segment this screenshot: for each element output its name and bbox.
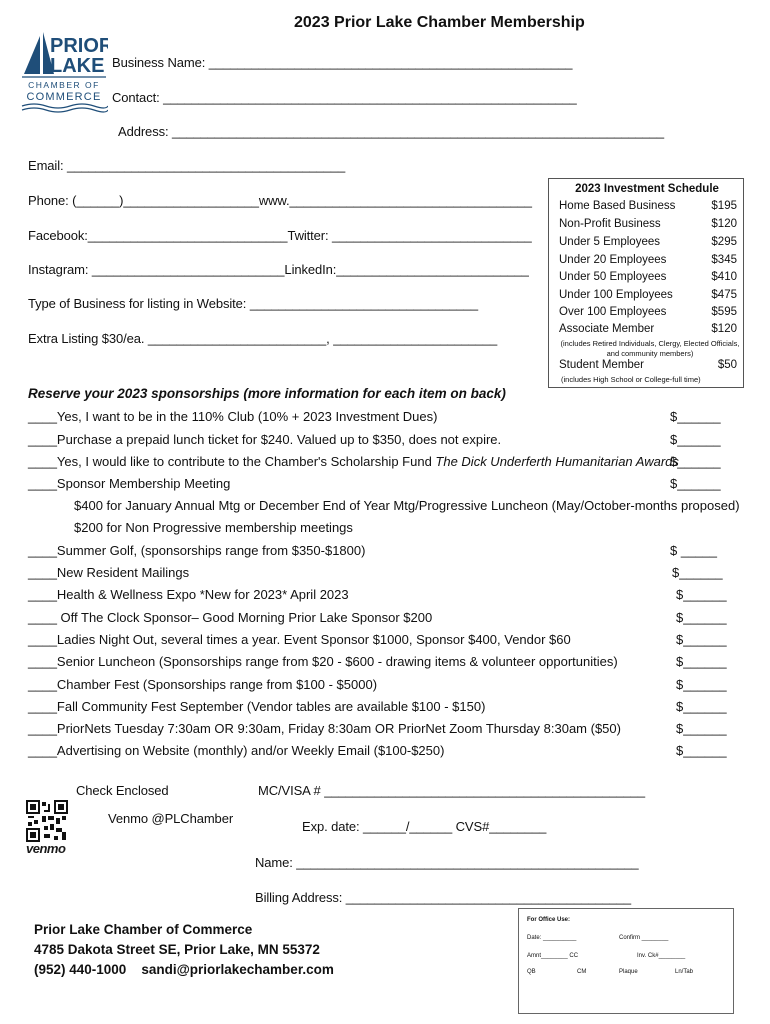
sponsorship-item[interactable]: ____Health & Wellness Expo *New for 2023* April 2023 bbox=[28, 587, 349, 602]
sponsorship-item[interactable]: ____Yes, I want to be in the 110% Club (10% + 2023 Investment Dues) bbox=[28, 409, 438, 424]
schedule-row: Under 20 Employees $345 bbox=[559, 254, 737, 266]
schedule-row: Non-Profit Business $120 bbox=[559, 218, 737, 230]
facebook-field[interactable]: Facebook:____________________________Twitter: ____________________________ bbox=[28, 228, 532, 243]
sponsorship-item[interactable]: ____Purchase a prepaid lunch ticket for $240. Valued up to $350, does not expire. bbox=[28, 432, 502, 447]
phone-field[interactable]: Phone: (______)___________________www.__________________________________ bbox=[28, 193, 532, 208]
address-field[interactable]: Address: _____________________________________________________________________ bbox=[118, 124, 664, 139]
contact-field[interactable]: Contact: __________________________________________________________ bbox=[112, 90, 577, 105]
sponsorship-item[interactable]: ____ Off The Clock Sponsor– Good Morning Prior Lake Sponsor $200 bbox=[28, 610, 433, 625]
sponsorship-heading: Reserve your 2023 sponsorships (more information for each item on back) bbox=[28, 386, 506, 401]
schedule-row: Home Based Business $195 bbox=[559, 200, 737, 212]
amount-blank[interactable]: $______ bbox=[676, 654, 727, 669]
office-date: Date: __________ bbox=[527, 935, 577, 941]
phone-number: (952) 440-1000 bbox=[34, 962, 127, 977]
amount-blank[interactable]: $______ bbox=[670, 454, 721, 469]
office-title: For Office Use: bbox=[527, 917, 571, 923]
chamber-logo bbox=[20, 30, 108, 120]
associate-note: (includes Retired Individuals, Clergy, Elected Officials, and community members) bbox=[560, 339, 740, 358]
exp-cvs-field[interactable]: Exp. date: ______/______ CVS#________ bbox=[302, 819, 547, 834]
award-name: The Dick Underferth Humanitarian Awards bbox=[435, 454, 679, 469]
office-invoice: Inv. Ck#________ bbox=[637, 953, 686, 959]
amount-blank[interactable]: $______ bbox=[672, 565, 723, 580]
amount-blank[interactable]: $______ bbox=[676, 743, 727, 758]
office-amount: Amnt________ CC bbox=[527, 953, 579, 959]
amount-blank[interactable]: $ _____ bbox=[670, 543, 717, 558]
office-plaque: Plaque bbox=[619, 969, 638, 975]
office-cm: CM bbox=[577, 969, 587, 975]
schedule-row-student: Student Member $50 bbox=[559, 359, 737, 371]
sponsorship-item[interactable]: ____PriorNets Tuesday 7:30am OR 9:30am, Friday 8:30am OR PriorNet Zoom Thursday 8:30am ($50) bbox=[28, 721, 621, 736]
business-name-field[interactable]: Business Name: ___________________________________________________ bbox=[112, 55, 573, 70]
amount-blank[interactable]: $______ bbox=[670, 476, 721, 491]
org-name: Prior Lake Chamber of Commerce bbox=[34, 922, 253, 937]
card-number-field[interactable]: MC/VISA # _____________________________________________ bbox=[258, 783, 646, 798]
page-title: 2023 Prior Lake Chamber Membership bbox=[294, 14, 585, 31]
schedule-row: Associate Member $120 bbox=[559, 323, 737, 335]
amount-blank[interactable]: $______ bbox=[676, 699, 727, 714]
sponsorship-item[interactable]: ____Senior Luncheon (Sponsorships range from $20 - $600 - drawing items & volunteer opportunities) bbox=[28, 654, 618, 669]
amount-blank[interactable]: $______ bbox=[676, 610, 727, 625]
amount-blank[interactable]: $______ bbox=[670, 432, 721, 447]
office-confirm: Confirm ________ bbox=[619, 935, 669, 941]
sailboat-logo-icon bbox=[20, 30, 108, 120]
sponsorship-item[interactable]: ____Sponsor Membership Meeting bbox=[28, 476, 231, 491]
svg-text:CHAMBER OF: CHAMBER OF bbox=[28, 80, 100, 90]
amount-blank[interactable]: $______ bbox=[676, 587, 727, 602]
schedule-row: Over 100 Employees $595 bbox=[559, 306, 737, 318]
schedule-title: 2023 Investment Schedule bbox=[575, 183, 719, 195]
sponsorship-item[interactable]: ____Fall Community Fest September (Vendor tables are available $100 - $150) bbox=[28, 699, 486, 714]
office-use-box bbox=[518, 908, 734, 1014]
chamber-address bbox=[34, 920, 334, 980]
extra-listing-field[interactable]: Extra Listing $30/ea. _________________________, _______________________ bbox=[28, 331, 498, 346]
student-note: (includes High School or College-full time) bbox=[561, 375, 701, 384]
svg-text:LAKE: LAKE bbox=[50, 55, 105, 77]
instagram-field[interactable]: Instagram: ___________________________LinkedIn:___________________________ bbox=[28, 262, 529, 277]
business-type-field[interactable]: Type of Business for listing in Website: ________________________________ bbox=[28, 296, 478, 311]
amount-blank[interactable]: $______ bbox=[676, 632, 727, 647]
sponsorship-item[interactable]: ____Yes, I would like to contribute to the Chamber's Scholarship Fund The Dick Underferth Humanitarian Awards bbox=[28, 454, 679, 469]
billing-name-field[interactable]: Name: ________________________________________________ bbox=[255, 855, 639, 870]
venmo-handle: Venmo @PLChamber bbox=[108, 811, 234, 826]
schedule-row: Under 5 Employees $295 bbox=[559, 236, 737, 248]
check-enclosed-option[interactable]: Check Enclosed bbox=[76, 783, 169, 798]
amount-blank[interactable]: $______ bbox=[676, 677, 727, 692]
office-qb: QB bbox=[527, 969, 536, 975]
sponsorship-item[interactable]: ____Ladies Night Out, several times a year. Event Sponsor $1000, Sponsor $400, Vendor $60 bbox=[28, 632, 571, 647]
email-link[interactable]: sandi@priorlakechamber.com bbox=[141, 962, 334, 977]
billing-address-field[interactable]: Billing Address: ________________________________________ bbox=[255, 890, 631, 905]
sponsorship-item[interactable]: ____Advertising on Website (monthly) and/or Weekly Email ($100-$250) bbox=[28, 743, 445, 758]
amount-blank[interactable]: $______ bbox=[676, 721, 727, 736]
contact-line bbox=[34, 960, 334, 980]
sponsorship-detail: $400 for January Annual Mtg or December End of Year Mtg/Progressive Luncheon (May/October-months proposed) bbox=[74, 498, 740, 513]
schedule-row: Under 50 Employees $410 bbox=[559, 271, 737, 283]
street-address: 4785 Dakota Street SE, Prior Lake, MN 55372 bbox=[34, 942, 320, 957]
email-field[interactable]: Email: _______________________________________ bbox=[28, 158, 346, 173]
sponsorship-item[interactable]: ____Summer Golf, (sponsorships range from $350-$1800) bbox=[28, 543, 366, 558]
office-lntab: Ln/Tab bbox=[675, 969, 694, 975]
amount-blank[interactable]: $______ bbox=[670, 409, 721, 424]
sponsorship-item[interactable]: ____New Resident Mailings bbox=[28, 565, 190, 580]
venmo-qr-code-icon[interactable] bbox=[26, 800, 68, 842]
venmo-logo: venmo bbox=[26, 841, 66, 856]
sponsorship-detail: $200 for Non Progressive membership meetings bbox=[74, 520, 353, 535]
svg-text:COMMERCE: COMMERCE bbox=[26, 91, 102, 103]
svg-text:PRIOR: PRIOR bbox=[50, 35, 108, 57]
sponsorship-item[interactable]: ____Chamber Fest (Sponsorships range from $100 - $5000) bbox=[28, 677, 378, 692]
investment-schedule bbox=[548, 178, 744, 388]
schedule-row: Under 100 Employees $475 bbox=[559, 289, 737, 301]
